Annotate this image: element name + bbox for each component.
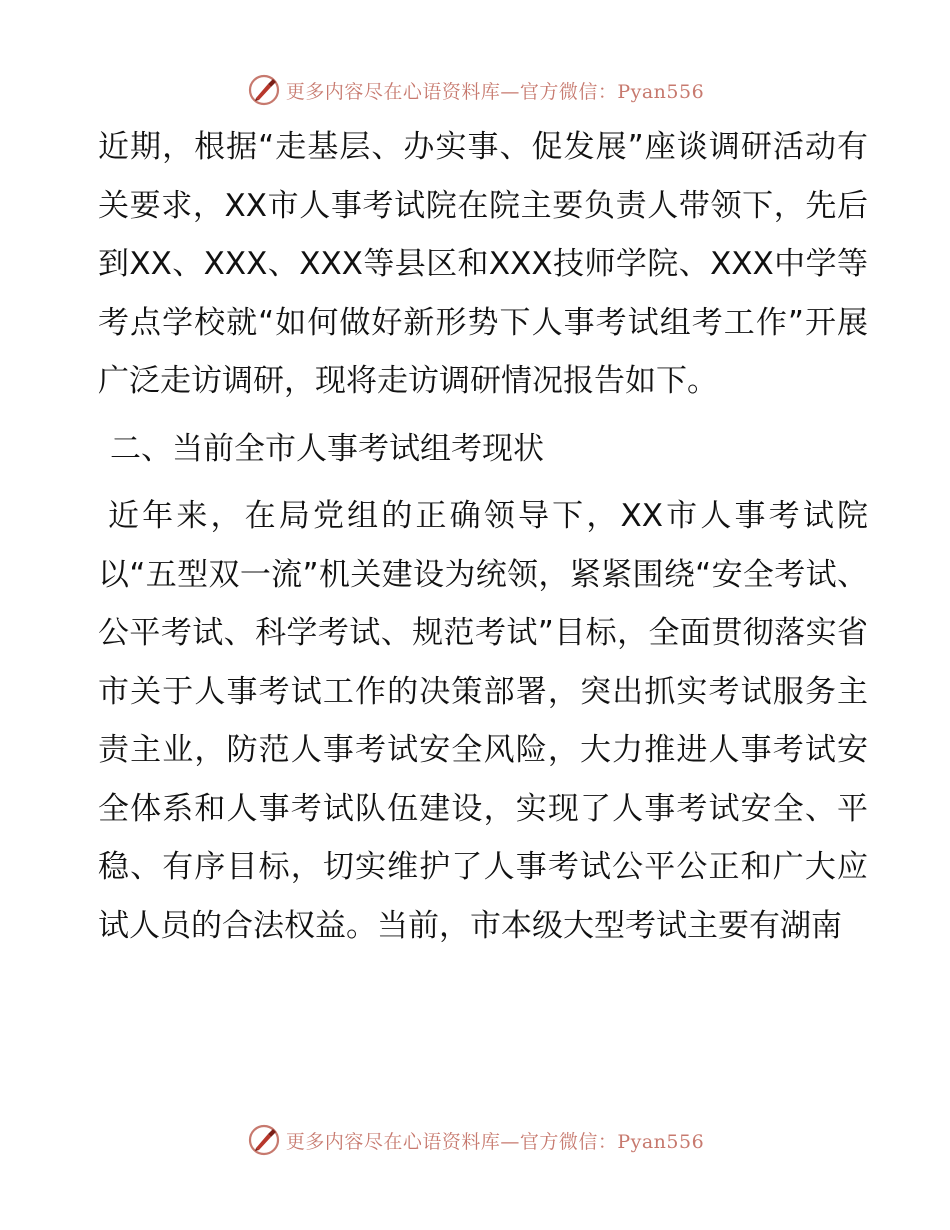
header-watermark (0, 72, 950, 108)
paragraph-intro: 近期，根据“走基层、办实事、促发展”座谈调研活动有关要求，XX市人事考试院在院主要负责人带领下，先后到XX、XXX、XXX等县区和XXX技师学院、XXX中学等考点学校就“如何做好新形势下人事考试组考工作”开展广泛走访调研，现将走访调研情况报告如下。 (98, 129, 868, 399)
document-body (98, 118, 868, 955)
paragraph-status: 近年来，在局党组的正确领导下，XX市人事考试院以“五型双一流”机关建设为统领，紧紧围绕“安全考试、公平考试、科学考试、规范考试”目标，全面贯彻落实省市关于人事考试工作的决策部署，突出抓实考试服务主责主业，防范人事考试安全风险，大力推进人事考试安全体系和人事考试队伍建设，实现了人事考试安全、平稳、有序目标，切实维护了人事考试公平公正和广大应试人员的合法权益。当前，市本级大型考试主要有湖南 (98, 498, 868, 944)
section-heading: 二、当前全市人事考试组考现状 (110, 430, 544, 467)
pen-circle-logo-icon (246, 1122, 282, 1158)
pen-circle-logo-icon (246, 72, 282, 108)
watermark-text: 更多内容尽在心语资料库—官方微信：Pyan556 (285, 1130, 705, 1153)
footer-watermark (0, 1122, 950, 1158)
watermark-text: 更多内容尽在心语资料库—官方微信：Pyan556 (285, 80, 705, 103)
